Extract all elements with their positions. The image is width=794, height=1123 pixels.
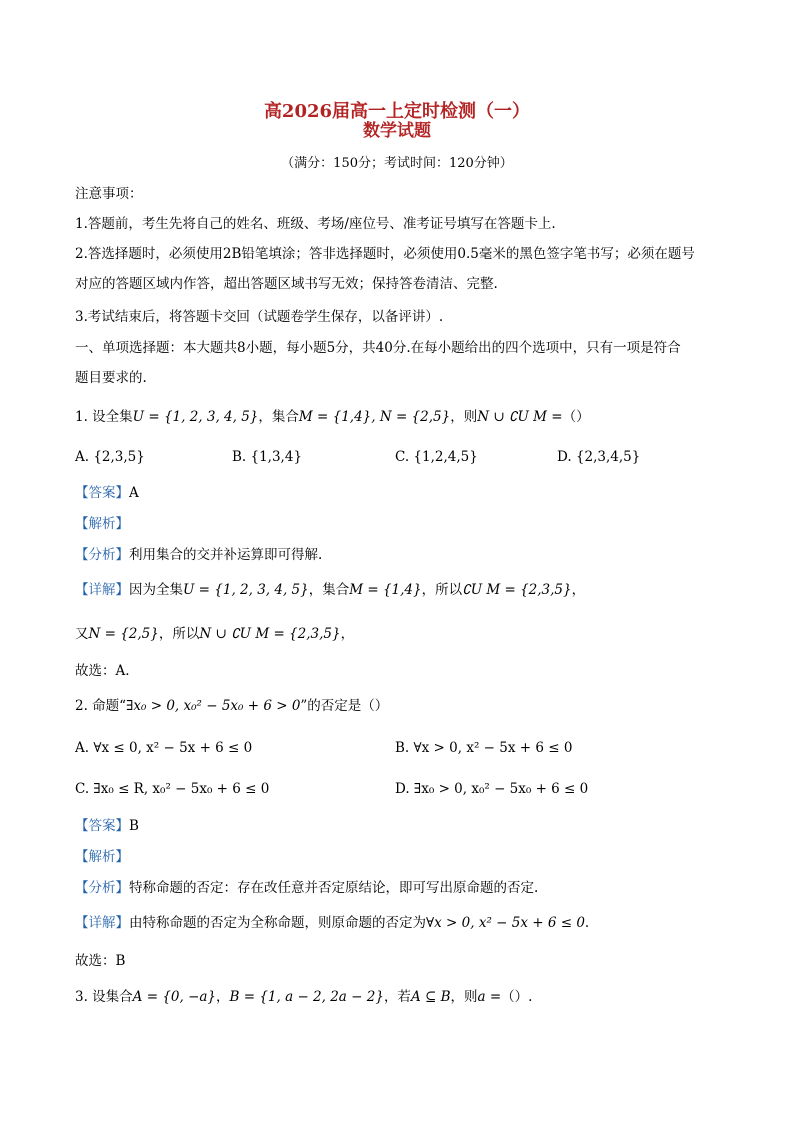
q2-analysis-label: 【解析】	[75, 849, 129, 865]
q3-stem-text-4: ，则	[450, 989, 478, 1005]
q2-option-a: A. ∀x ≤ 0, x² − 5x + 6 ≤ 0	[75, 740, 253, 756]
q1-option-d: D. {2,3,4,5}	[557, 449, 641, 465]
q2-option-c: C. ∃x₀ ≤ R, x₀² − 5x₀ + 6 ≤ 0	[75, 781, 270, 797]
q1-line2-set-n: N = {2,5}	[88, 626, 159, 642]
q3-stem	[75, 988, 532, 1006]
q1-stem-text-2: ，集合	[258, 409, 299, 425]
q3-expression: a =	[477, 989, 502, 1005]
q2-stem-text-2: ”的否定是（）	[300, 698, 389, 714]
detail-label: 【详解】	[75, 915, 129, 931]
answer-label: 【答案】	[75, 485, 129, 501]
q1-detail-text-2: ，集合	[308, 582, 350, 598]
exam-title: 高2026届高一上定时检测（一）	[263, 101, 531, 122]
q3-condition: A ⊆ B	[410, 989, 451, 1005]
exam-subtitle: 数学试题	[363, 121, 431, 141]
q1-detail-line-2	[75, 625, 354, 643]
q3-stem-text: 3. 设集合	[75, 989, 133, 1005]
q1-line2-text-3: ，	[340, 626, 355, 642]
q1-expression: N ∪ ∁U M =	[477, 409, 563, 425]
q1-conclusion: 故选：A.	[75, 663, 130, 679]
q1-set-u: U = {1, 2, 3, 4, 5}	[132, 409, 259, 425]
q1-detail-text: 因为全集	[129, 582, 183, 598]
fenxi-label: 【分析】	[75, 547, 129, 563]
q1-stem-text-3: ，则	[450, 409, 478, 425]
q2-detail	[75, 914, 589, 932]
q1-detail-set-u: U = {1, 2, 3, 4, 5}	[183, 582, 309, 598]
q1-fenxi-text: 利用集合的交并补运算即可得解.	[129, 547, 323, 563]
q1-detail-complement: ∁U M = {2,3,5}	[462, 582, 572, 598]
q1-stem	[75, 408, 590, 426]
q3-stem-text-3: ，若	[383, 989, 411, 1005]
q2-answer-value: B	[129, 818, 139, 834]
q2-stem-expression: ∃x₀ > 0, x₀² − 5x₀ + 6 > 0	[126, 698, 301, 714]
notes-item-1: 1.答题前，考生先将自己的姓名、班级、考场/座位号、准考证号填写在答题卡上.	[75, 216, 556, 232]
q1-detail	[75, 581, 585, 599]
section-heading-line-1: 一、单项选择题：本大题共8小题，每小题5分，共40分.在每小题给出的四个选项中，只有一项是符合	[75, 340, 681, 356]
q1-detail-set-m: M = {1,4}	[349, 582, 422, 598]
q1-detail-text-4: ，	[571, 582, 586, 598]
q2-conclusion: 故选：B	[75, 953, 126, 969]
q2-stem	[75, 697, 388, 715]
q2-answer	[75, 817, 139, 835]
q3-set-b: B = {1, a − 2, 2a − 2}	[229, 989, 384, 1005]
q1-sets-mn: M = {1,4}, N = {2,5}	[298, 409, 451, 425]
fenxi-label: 【分析】	[75, 880, 129, 896]
q2-fenxi	[75, 879, 538, 897]
answer-label: 【答案】	[75, 818, 129, 834]
notes-heading: 注意事项：	[75, 186, 143, 202]
q2-fenxi-text: 特称命题的否定：存在改任意并否定原结论，即可写出原命题的否定.	[129, 880, 539, 896]
q2-detail-text: 由特称命题的否定为全称命题，则原命题的否定为	[129, 915, 426, 931]
section-heading-line-2: 题目要求的.	[75, 370, 147, 386]
q1-line2-text: 又	[75, 626, 89, 642]
detail-label: 【详解】	[75, 582, 129, 598]
q1-stem-text: 1. 设全集	[75, 409, 133, 425]
q1-analysis-label: 【解析】	[75, 516, 129, 532]
q1-line2-expression: N ∪ ∁U M = {2,3,5}	[199, 626, 341, 642]
q3-set-a: A = {0, −a}	[132, 989, 217, 1005]
notes-item-3: 3.考试结束后，将答题卡交回（试题卷学生保存，以备评讲）.	[75, 309, 444, 325]
q3-blank: （）.	[501, 989, 533, 1005]
q1-detail-text-3: ，所以	[421, 582, 463, 598]
q1-blank: （）	[562, 409, 590, 425]
notes-item-2-line-1: 2.答选择题时，必须使用2B铅笔填涂；答非选择题时，必须使用0.5毫米的黑色签字笔书写；必须在题号	[75, 246, 695, 262]
q2-option-b: B. ∀x > 0, x² − 5x + 6 ≤ 0	[395, 740, 573, 756]
q1-answer-value: A	[129, 485, 139, 501]
q2-detail-text-2: .	[584, 915, 590, 931]
q2-option-d: D. ∃x₀ > 0, x₀² − 5x₀ + 6 ≤ 0	[395, 781, 589, 797]
score-info: （满分：150分；考试时间：120分钟）	[281, 156, 513, 171]
q3-stem-text-2: ，	[216, 989, 230, 1005]
q1-answer	[75, 484, 139, 502]
q1-option-a: A. {2,3,5}	[75, 449, 145, 465]
q2-detail-expression: ∀x > 0, x² − 5x + 6 ≤ 0	[426, 915, 585, 931]
q1-line2-text-2: ，所以	[158, 626, 200, 642]
q1-option-c: C. {1,2,4,5}	[395, 449, 478, 465]
q1-fenxi	[75, 546, 322, 564]
q2-stem-text: 2. 命题“	[75, 698, 127, 714]
notes-item-2-line-2: 对应的答题区域内作答，超出答题区域书写无效；保持答卷清洁、完整.	[75, 276, 498, 292]
q1-option-b: B. {1,3,4}	[232, 449, 303, 465]
